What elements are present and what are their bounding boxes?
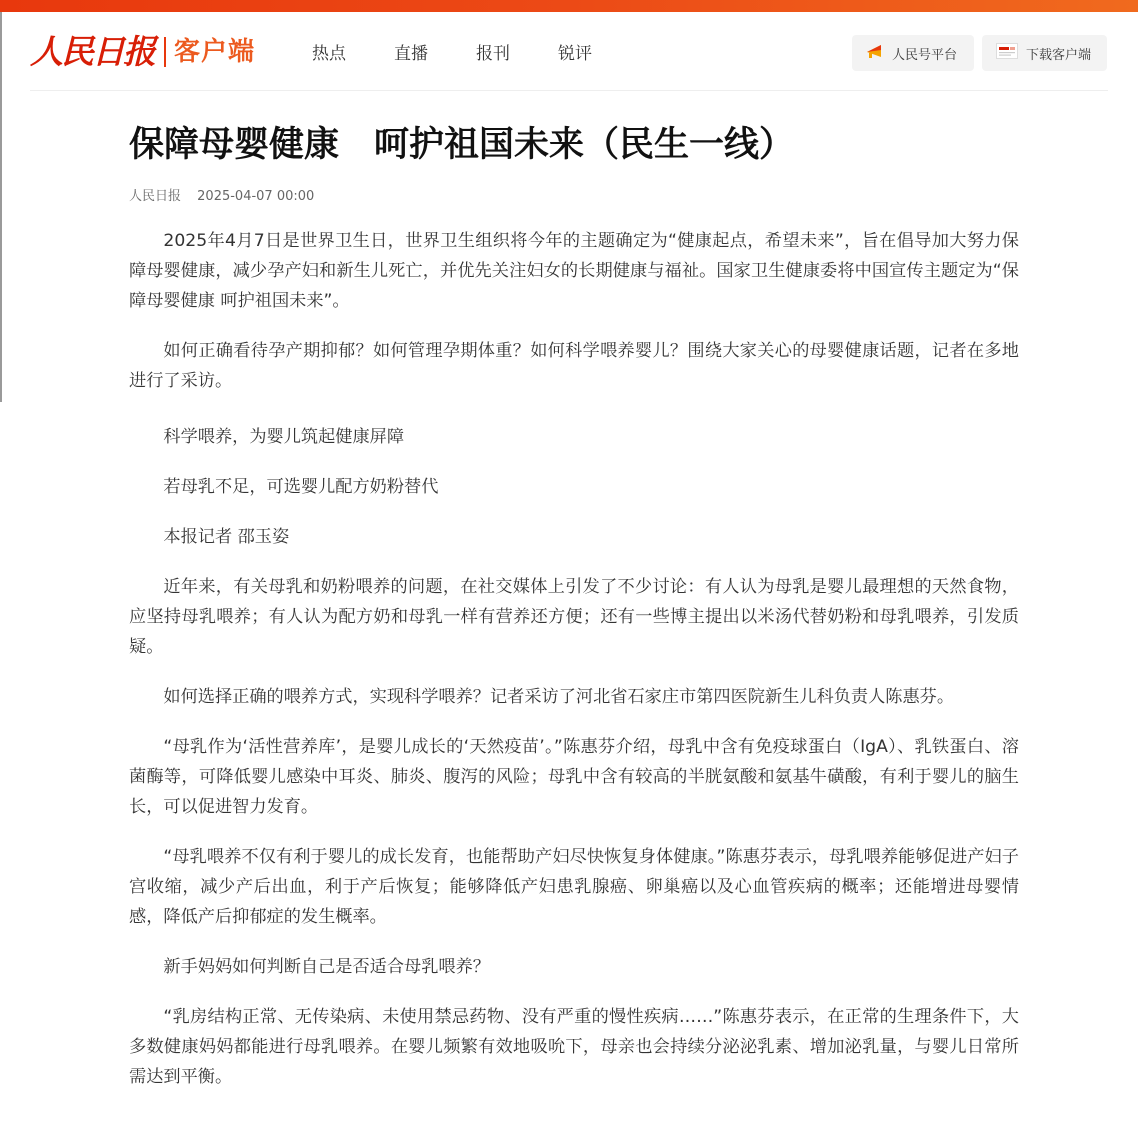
site-header xyxy=(0,12,1138,90)
logo-main-text: 人民日报 xyxy=(30,32,154,71)
header-divider xyxy=(30,90,1108,91)
article-subheading: 若母乳不足，可选婴儿配方奶粉替代 xyxy=(163,477,439,497)
platform-label: 人民号平台 xyxy=(892,47,958,63)
newspaper-thumbnail-icon xyxy=(996,43,1018,63)
article-paragraph: “母乳喂养不仅有利于婴儿的成长发育，也能帮助产妇尽快恢复身体健康。”陈惠芬表示，母乳喂养能够促进产妇子宫收缩，减少产后出血，利于产后恢复；能够降低产妇患乳腺癌、卵巢癌以及心血管疾病的概率；还能增进母婴情感，降低产后抑郁症的发生概率。 xyxy=(129,847,1019,927)
article-paragraph: 新手妈妈如何判断自己是否适合母乳喂养？ xyxy=(163,957,490,977)
nav-item-newspaper[interactable]: 报刊 xyxy=(476,44,510,64)
nav-item-hot[interactable]: 热点 xyxy=(312,44,346,64)
article-paragraph: “乳房结构正常、无传染病、未使用禁忌药物、没有严重的慢性疾病……”陈惠芬表示，在正常的生理条件下，大多数健康妈妈都能进行母乳喂养。在婴儿频繁有效地吸吮下，母亲也会持续分泌泌乳素、增加泌乳量，与婴儿日常所需达到平衡。 xyxy=(129,1007,1019,1087)
site-logo[interactable] xyxy=(30,32,255,72)
nav-item-commentary[interactable]: 锐评 xyxy=(558,44,592,64)
logo-sub-text: 客户端 xyxy=(174,37,256,67)
download-label: 下载客户端 xyxy=(1026,47,1092,63)
top-accent-bar xyxy=(0,0,1138,12)
megaphone-icon xyxy=(866,43,884,63)
article-meta xyxy=(129,188,314,206)
article-source: 人民日报 xyxy=(129,189,182,204)
article-paragraph: 近年来，有关母乳和奶粉喂养的问题，在社交媒体上引发了不少讨论：有人认为母乳是婴儿最理想的天然食物，应坚持母乳喂养；有人认为配方奶和母乳一样有营养还方便；还有一些博主提出以米汤代替奶粉和母乳喂养，引发质疑。 xyxy=(129,577,1019,657)
logo-separator xyxy=(164,37,166,67)
download-app-button[interactable] xyxy=(982,35,1107,71)
platform-button[interactable] xyxy=(852,35,974,71)
article-paragraph: 如何正确看待孕产期抑郁？如何管理孕期体重？如何科学喂养婴儿？围绕大家关心的母婴健康话题，记者在多地进行了采访。 xyxy=(129,341,1019,391)
article-byline: 本报记者 邵玉姿 xyxy=(163,527,290,547)
article-date: 2025-04-07 00:00 xyxy=(197,189,315,204)
nav-item-live[interactable]: 直播 xyxy=(394,44,428,64)
article-title: 保障母婴健康 呵护祖国未来（民生一线） xyxy=(129,125,795,165)
article-subheading: 科学喂养，为婴儿筑起健康屏障 xyxy=(163,427,405,447)
article-paragraph: “母乳作为‘活性营养库’，是婴儿成长的‘天然疫苗’。”陈惠芬介绍，母乳中含有免疫球蛋白（IgA）、乳铁蛋白、溶菌酶等，可降低婴儿感染中耳炎、肺炎、腹泻的风险；母乳中含有较高的半胱氨酸和氨基牛磺酸，有利于婴儿的脑生长，可以促进智力发育。 xyxy=(129,737,1019,817)
article-body xyxy=(129,226,1019,1112)
article-paragraph: 2025年4月7日是世界卫生日，世界卫生组织将今年的主题确定为“健康起点，希望未来”，旨在倡导加大努力保障母婴健康，减少孕产妇和新生儿死亡，并优先关注妇女的长期健康与福祉。国家卫生健康委将中国宣传主题定为“保障母婴健康 呵护祖国未来”。 xyxy=(129,231,1019,311)
main-nav xyxy=(312,42,640,66)
article-paragraph: 如何选择正确的喂养方式，实现科学喂养？记者采访了河北省石家庄市第四医院新生儿科负责人陈惠芬。 xyxy=(163,687,955,707)
